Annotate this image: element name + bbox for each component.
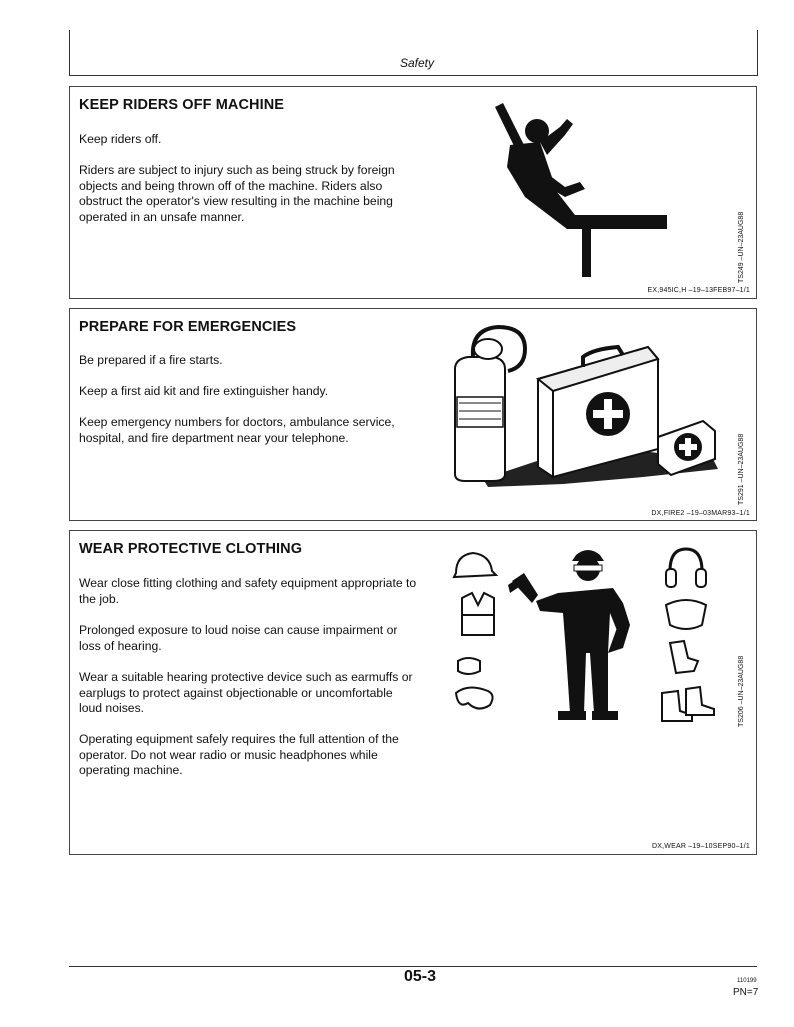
- paragraph: Riders are subject to injury such as being struck by foreign objects and being thrown off of the machine. Riders also obstruct the operator's view resulting in the machine being operated in an unsafe manner.: [79, 163, 395, 224]
- image-code: TS206 –UN–23AUG88: [738, 655, 745, 727]
- section-title: PREPARE FOR EMERGENCIES: [79, 319, 297, 335]
- reference-code: DX,WEAR –19–10SEP90–1/1: [652, 843, 750, 850]
- paragraph: Wear close fitting clothing and safety equipment appropriate to the job.: [79, 576, 417, 606]
- paragraph: Keep emergency numbers for doctors, ambulance service, hospital, and fire department near your telephone.: [79, 415, 395, 445]
- image-code: TS291 –UN–23AUG88: [738, 433, 745, 505]
- section-keep-riders-off: [69, 86, 757, 299]
- paragraph: Keep a first aid kit and fire extinguisher handy.: [79, 384, 329, 398]
- header-right-rule: [757, 30, 758, 76]
- page-number: 05-3: [403, 968, 437, 985]
- reference-code: EX,945IC,H –19–13FEB97–1/1: [647, 287, 750, 294]
- paragraph: Prolonged exposure to loud noise can cause impairment or loss of hearing.: [79, 623, 398, 653]
- header-section-title: Safety: [399, 56, 434, 70]
- image-code: TS249 –UN–23AUG88: [738, 211, 745, 283]
- rider-falling-icon: [485, 97, 675, 279]
- section-prepare-emergencies: [69, 308, 757, 521]
- section-wear-protective-clothing: [69, 530, 757, 855]
- section-title: WEAR PROTECTIVE CLOTHING: [79, 541, 303, 557]
- footer-code: 110199: [737, 978, 757, 984]
- protective-clothing-worker-icon: [448, 543, 718, 725]
- reference-code: DX,FIRE2 –19–03MAR93–1/1: [651, 510, 750, 517]
- paragraph: Wear a suitable hearing protective device such as earmuffs or earplugs to protect against objectionable or uncomfortable loud noises.: [79, 670, 413, 716]
- paragraph: Operating equipment safely requires the full attention of the operator. Do not wear radio or music headphones while operating machine.: [79, 732, 399, 778]
- footer-rule: [69, 966, 757, 967]
- header-rule: [69, 75, 758, 76]
- section-title: KEEP RIDERS OFF MACHINE: [79, 97, 285, 113]
- paragraph: Keep riders off.: [79, 132, 162, 146]
- fire-extinguisher-first-aid-icon: [443, 319, 728, 491]
- pn-number: PN=7: [733, 987, 759, 998]
- paragraph: Be prepared if a fire starts.: [79, 353, 223, 367]
